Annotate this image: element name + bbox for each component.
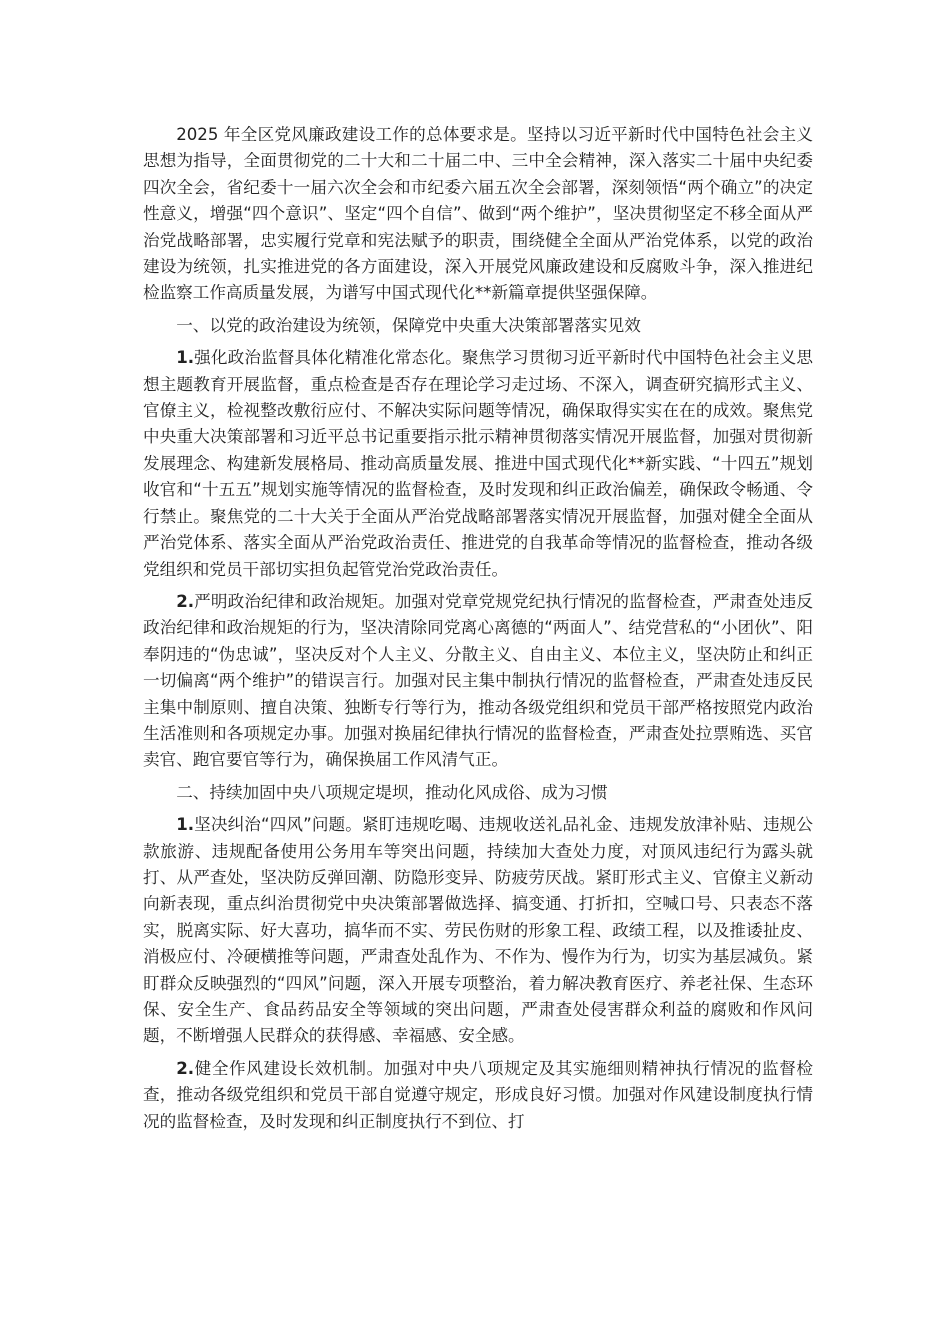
paragraph-text: 强化政治监督具体化精准化常态化。聚焦学习贯彻习近平新时代中国特色社会主义思想主题教育开展监督，重点检查是否存在理论学习走过场、不深入，调查研究搞形式主义、官僚主义，检视整改敷衍应付、不解决实际问题等情况，确保取得实实在在的成效。聚焦党中央重大决策部署和习近平总书记重要指示批示精神贯彻落实情况开展监督，加强对贯彻新发展理念、构建新发展格局、推动高质量发展、推进中国式现代化**新实践、“十四五”规划收官和“十五五”规划实施等情况的监督检查，及时发现和纠正政治偏差，确保政令畅通、令行禁止。聚焦党的二十大关于全面从严治党战略部署落实情况开展监督，加强对健全全面从严治党体系、落实全面从严治党政治责任、推进党的自我革命等情况的监督检查，推动各级党组织和党员干部切实担负起管党治党政治责任。 bbox=[143, 348, 813, 579]
document-page bbox=[143, 122, 813, 1135]
paragraph-text: 2025 年全区党风廉政建设工作的总体要求是。坚持以习近平新时代中国特色社会主义思想为指导，全面贯彻党的二十大和二十届二中、三中全会精神，深入落实二十届中央纪委四次全会，省纪委十一届六次全会和市纪委六届五次全会部署，深刻领悟“两个确立”的决定性意义，增强“四个意识”、坚定“四个自信”、做到“两个维护”，坚决贯彻坚定不移全面从严治党战略部署，忠实履行党章和宪法赋予的职责，围绕健全全面从严治党体系，以党的政治建设为统领，扎实推进党的各方面建设，深入开展党风廉政建设和反腐败斗争，深入推进纪检监察工作高质量发展，为谱写中国式现代化**新篇章提供坚强保障。 bbox=[143, 125, 813, 303]
paragraph-number: 2. bbox=[176, 591, 195, 611]
paragraph-1-2 bbox=[143, 589, 813, 774]
paragraph-text: 健全作风建设长效机制。加强对中央八项规定及其实施细则精神执行情况的监督检查，推动各级党组织和党员干部自觉遵守规定，形成良好习惯。加强对作风建设制度执行情况的监督检查，及时发现和纠正制度执行不到位、打 bbox=[143, 1058, 813, 1131]
paragraph-number: 1. bbox=[176, 815, 195, 835]
paragraph-number: 2. bbox=[176, 1058, 195, 1078]
paragraph-text: 严明政治纪律和政治规矩。加强对党章党规党纪执行情况的监督检查，严肃查处违反政治纪律和政治规矩的行为，坚决清除同党离心离德的“两面人”、结党营私的“小团伙”、阳奉阴违的“伪忠诚”，坚决反对个人主义、分散主义、自由主义、本位主义，坚决防止和纠正一切偏离“两个维护”的错误言行。加强对民主集中制执行情况的监督检查，严肃查处违反民主集中制原则、擅自决策、独断专行等行为，推动各级党组织和党员干部严格按照党内政治生活准则和各项规定办事。加强对换届纪律执行情况的监督检查，严肃查处拉票贿选、买官卖官、跑官要官等行为，确保换届工作风清气正。 bbox=[143, 591, 813, 770]
paragraph-number: 1. bbox=[176, 348, 195, 368]
heading-text: 二、持续加固中央八项规定堤坝，推动化风成俗、成为习惯 bbox=[176, 782, 608, 802]
paragraph-1-1 bbox=[143, 345, 813, 583]
paragraph-text: 坚决纠治“四风”问题。紧盯违规吃喝、违规收送礼品礼金、违规发放津补贴、违规公款旅游、违规配备使用公务用车等突出问题，持续加大查处力度，对顶风违纪行为露头就打、从严查处，坚决防反弹回潮、防隐形变异、防疲劳厌战。紧盯形式主义、官僚主义新动向新表现，重点纠治贯彻党中央决策部署做选择、搞变通、打折扣，空喊口号、只表态不落实，脱离实际、好大喜功，搞华而不实、劳民伤财的形象工程、政绩工程，以及推诿扯皮、消极应付、冷硬横推等问题，严肃查处乱作为、不作为、慢作为行为，切实为基层减负。紧盯群众反映强烈的“四风”问题，深入开展专项整治，着力解决教育医疗、养老社保、生态环保、安全生产、食品药品安全等领域的突出问题，严肃查处侵害群众利益的腐败和作风问题，不断增强人民群众的获得感、幸福感、安全感。 bbox=[143, 815, 813, 1046]
heading-text: 一、以党的政治建设为统领，保障党中央重大决策部署落实见效 bbox=[176, 315, 641, 335]
paragraph-2-2 bbox=[143, 1056, 813, 1135]
paragraph-general-requirements bbox=[143, 122, 813, 307]
section-heading-2 bbox=[143, 780, 813, 806]
paragraph-2-1 bbox=[143, 812, 813, 1050]
section-heading-1 bbox=[143, 313, 813, 339]
